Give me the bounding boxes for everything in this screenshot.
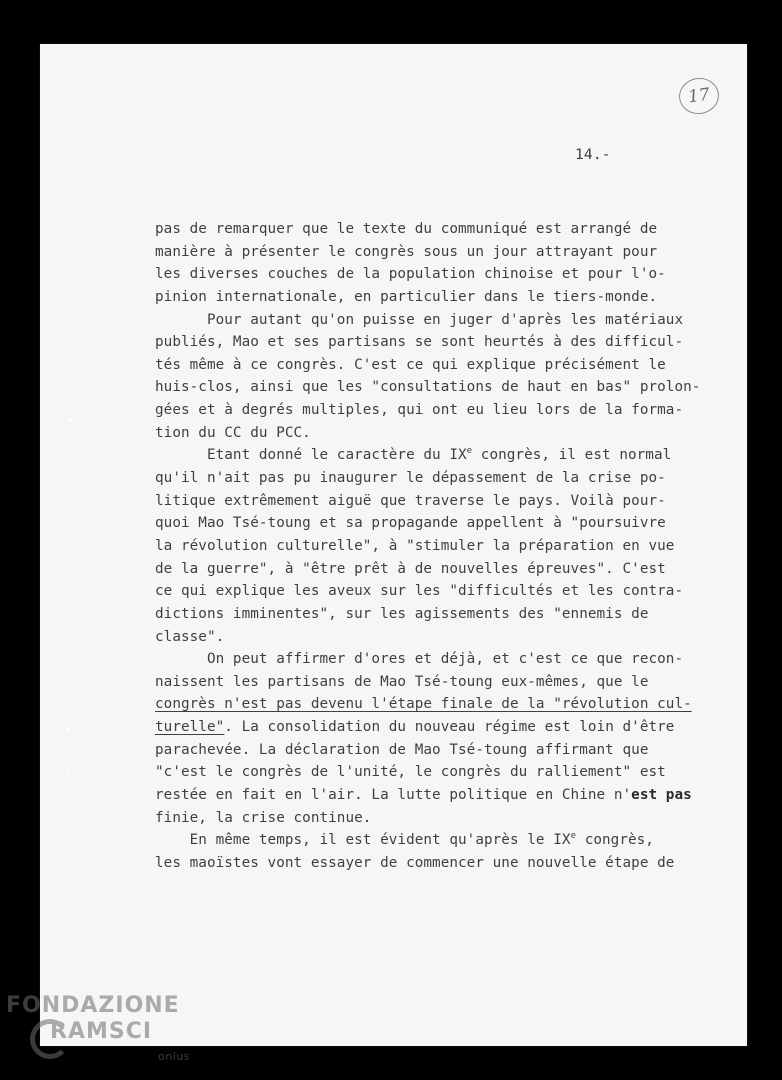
text-line: tion du CC du PCC. <box>155 424 311 441</box>
watermark-text: FONDAZIONE <box>6 993 180 1018</box>
text-fragment: congrès, il est normal <box>472 447 672 464</box>
text-line: gées et à degrés multiples, qui ont eu lieu lors de la forma- <box>155 402 684 419</box>
margin-mark <box>69 418 72 421</box>
underlined-text-line: congrès n'est pas devenu l'étape finale de la "révolution cul- <box>155 696 692 713</box>
text-line: naissent les partisans de Mao Tsé-toung eux-mêmes, que le <box>155 673 649 690</box>
text-line: pas de remarquer que le texte du communiqué est arrangé de <box>155 221 658 237</box>
text-line <box>155 829 700 852</box>
text-line: pinion internationale, en particulier dans le tiers-monde. <box>155 288 658 305</box>
text-line: tés même à ce congrès. C'est ce qui explique précisément le <box>155 356 666 373</box>
text-line: les maoïstes vont essayer de commencer une nouvelle étape de <box>155 854 675 871</box>
watermark-logo <box>6 993 206 1073</box>
text-line: la révolution culturelle", à "stimuler la préparation en vue <box>155 537 675 554</box>
text-fragment: restée en fait en l'air. La lutte politique en Chine n' <box>155 787 632 804</box>
folio-mark: 17 <box>677 75 722 116</box>
text-fragment: . La consolidation du nouveau régime est loin d'être <box>224 719 675 736</box>
text-line: les diverses couches de la population chinoise et pour l'o- <box>155 266 666 283</box>
overtyped-fragment: est pas <box>631 787 692 804</box>
text-line: On peut affirmer d'ores et déjà, et c'est ce que recon- <box>155 651 684 668</box>
text-line: Pour autant qu'on puisse en juger d'après les matériaux <box>155 311 684 328</box>
text-line: de la guerre", à "être prêt à de nouvelles épreuves". C'est <box>155 560 666 577</box>
text-line: classe". <box>155 628 225 645</box>
underlined-fragment: turelle" <box>155 719 225 736</box>
margin-mark <box>67 772 70 775</box>
text-line: "c'est le congrès de l'unité, le congrès du ralliement" est <box>155 764 666 781</box>
page-number: 14.- <box>575 147 611 163</box>
body-text <box>155 218 700 875</box>
superscript: e <box>466 446 473 457</box>
text-line: qu'il n'ait pas pu inaugurer le dépassement de la crise po- <box>155 470 666 487</box>
text-line: ce qui explique les aveux sur les "difficultés et les contra- <box>155 583 684 600</box>
watermark-suffix: onlus <box>158 1050 190 1063</box>
text-fragment: Etant donné le caractère du IX <box>155 447 467 464</box>
text-fragment: congrès, <box>576 832 654 849</box>
text-line: parachevée. La déclaration de Mao Tsé-toung affirmant que <box>155 741 649 758</box>
text-line: huis-clos, ainsi que les "consultations de haut en bas" prolon- <box>155 379 701 396</box>
text-line: manière à présenter le congrès sous un jour attrayant pour <box>155 243 658 260</box>
margin-mark <box>67 727 70 730</box>
text-line: quoi Mao Tsé-toung et sa propagande appellent à "poursuivre <box>155 515 666 532</box>
text-line: publiés, Mao et ses partisans se sont heurtés à des difficul- <box>155 334 684 351</box>
text-line: finie, la crise continue. <box>155 809 372 826</box>
text-line <box>155 784 700 807</box>
text-fragment: En même temps, il est évident qu'après le IX <box>155 832 571 849</box>
watermark-text: RAMSCI <box>50 1019 153 1044</box>
superscript: e <box>570 831 577 842</box>
text-line: dictions imminentes", sur les agissements des "ennemis de <box>155 605 649 622</box>
text-line <box>155 444 700 467</box>
text-line <box>155 716 700 739</box>
text-line: litique extrêmement aiguë que traverse le pays. Voilà pour- <box>155 492 666 509</box>
